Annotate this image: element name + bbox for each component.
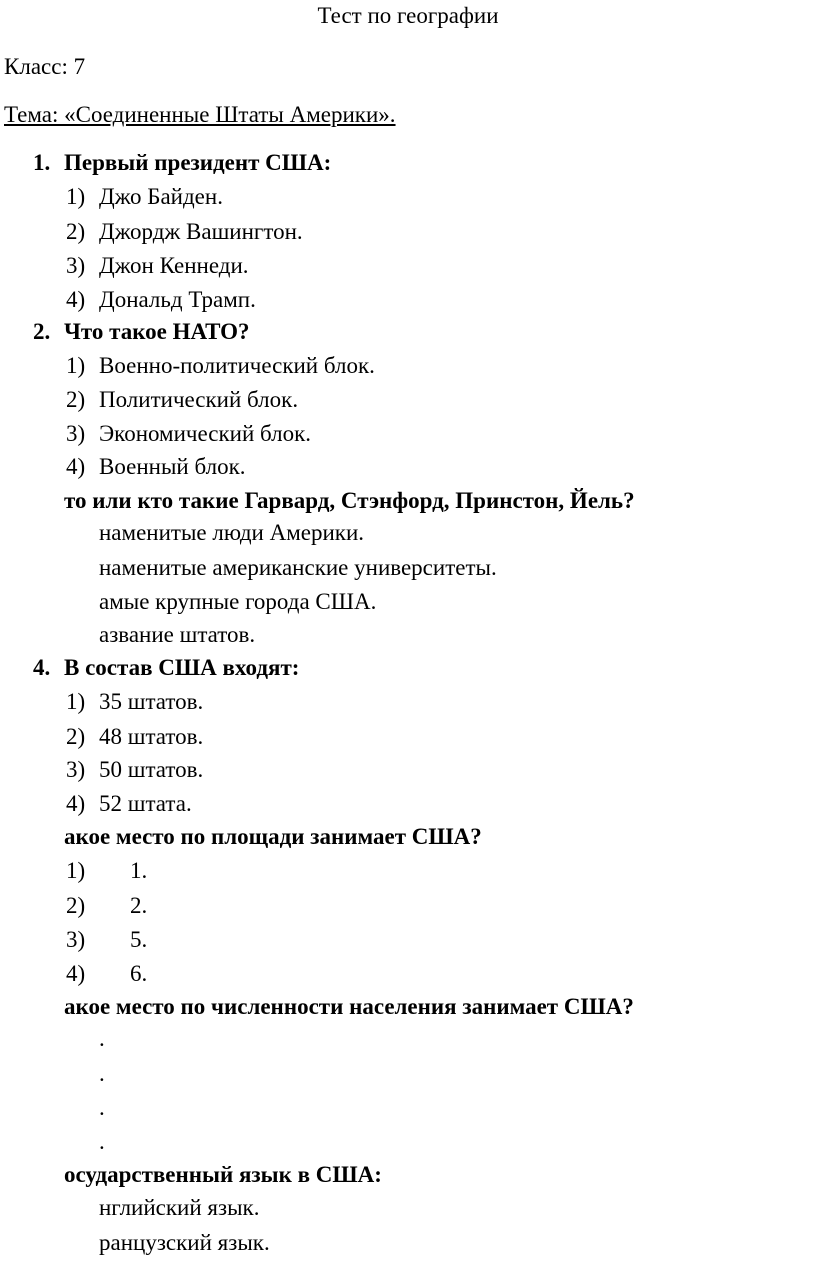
option-number: 2) bbox=[66, 724, 86, 749]
option-text: . bbox=[99, 1129, 105, 1154]
question-text: Первый президент США: bbox=[64, 150, 332, 175]
option-text: 6. bbox=[130, 961, 148, 986]
question-number: 1. bbox=[33, 150, 51, 175]
option-text: азвание штатов. bbox=[99, 622, 256, 647]
option-text: наменитые люди Америки. bbox=[99, 520, 365, 545]
option-text: ранцузский язык. bbox=[99, 1230, 270, 1255]
option-text: 48 штатов. bbox=[99, 724, 204, 749]
option-text: наменитые американские университеты. bbox=[99, 555, 497, 580]
option-text: Джо Байден. bbox=[99, 184, 223, 209]
option-text: . bbox=[99, 1061, 105, 1086]
option-number: 2) bbox=[66, 387, 86, 412]
option-text: Политический блок. bbox=[99, 387, 299, 412]
option-number: 4) bbox=[66, 791, 86, 816]
option-number: 4) bbox=[66, 454, 86, 479]
option-text: Экономический блок. bbox=[99, 421, 312, 446]
option-number: 3) bbox=[66, 927, 86, 952]
option-number: 3) bbox=[66, 421, 86, 446]
question-text: осударственный язык в США: bbox=[64, 1162, 382, 1187]
option-text: 35 штатов. bbox=[99, 689, 204, 714]
option-number: 4) bbox=[66, 287, 86, 312]
question-text: Что такое НАТО? bbox=[64, 319, 250, 344]
option-text: 5. bbox=[130, 927, 148, 952]
option-text: 50 штатов. bbox=[99, 757, 204, 782]
option-number: 2) bbox=[66, 893, 86, 918]
option-text: амые крупные города США. bbox=[99, 589, 377, 614]
option-number: 1) bbox=[66, 858, 86, 883]
question-text: В состав США входят: bbox=[64, 655, 300, 680]
question-text: то или кто такие Гарвард, Стэнфорд, Принстон, Йель? bbox=[64, 488, 635, 513]
option-text: 52 штата. bbox=[99, 791, 192, 816]
question-number: 2. bbox=[33, 319, 51, 344]
option-number: 3) bbox=[66, 253, 86, 278]
question-text: акое место по площади занимает США? bbox=[64, 824, 482, 849]
option-number: 2) bbox=[66, 219, 86, 244]
option-number: 3) bbox=[66, 757, 86, 782]
option-text: 1. bbox=[130, 858, 148, 883]
option-text: нглийский язык. bbox=[99, 1195, 260, 1220]
option-text: Военный блок. bbox=[99, 454, 246, 479]
option-number: 1) bbox=[66, 184, 86, 209]
page-title: Тест по географии bbox=[317, 3, 499, 28]
option-number: 1) bbox=[66, 689, 86, 714]
option-number: 4) bbox=[66, 961, 86, 986]
option-text: Джон Кеннеди. bbox=[99, 253, 249, 278]
option-text: Военно-политический блок. bbox=[99, 353, 375, 378]
option-text: . bbox=[99, 1095, 105, 1120]
option-text: . bbox=[99, 1026, 105, 1051]
option-text: Дональд Трамп. bbox=[99, 287, 256, 312]
class-line: Класс: 7 bbox=[4, 54, 86, 79]
question-text: акое место по численности населения занимает США? bbox=[64, 994, 634, 1019]
option-number: 1) bbox=[66, 353, 86, 378]
topic-line: Тема: «Соединенные Штаты Америки». bbox=[4, 102, 396, 127]
option-text: 2. bbox=[130, 893, 148, 918]
question-number: 4. bbox=[33, 655, 51, 680]
option-text: Джордж Вашингтон. bbox=[99, 219, 303, 244]
